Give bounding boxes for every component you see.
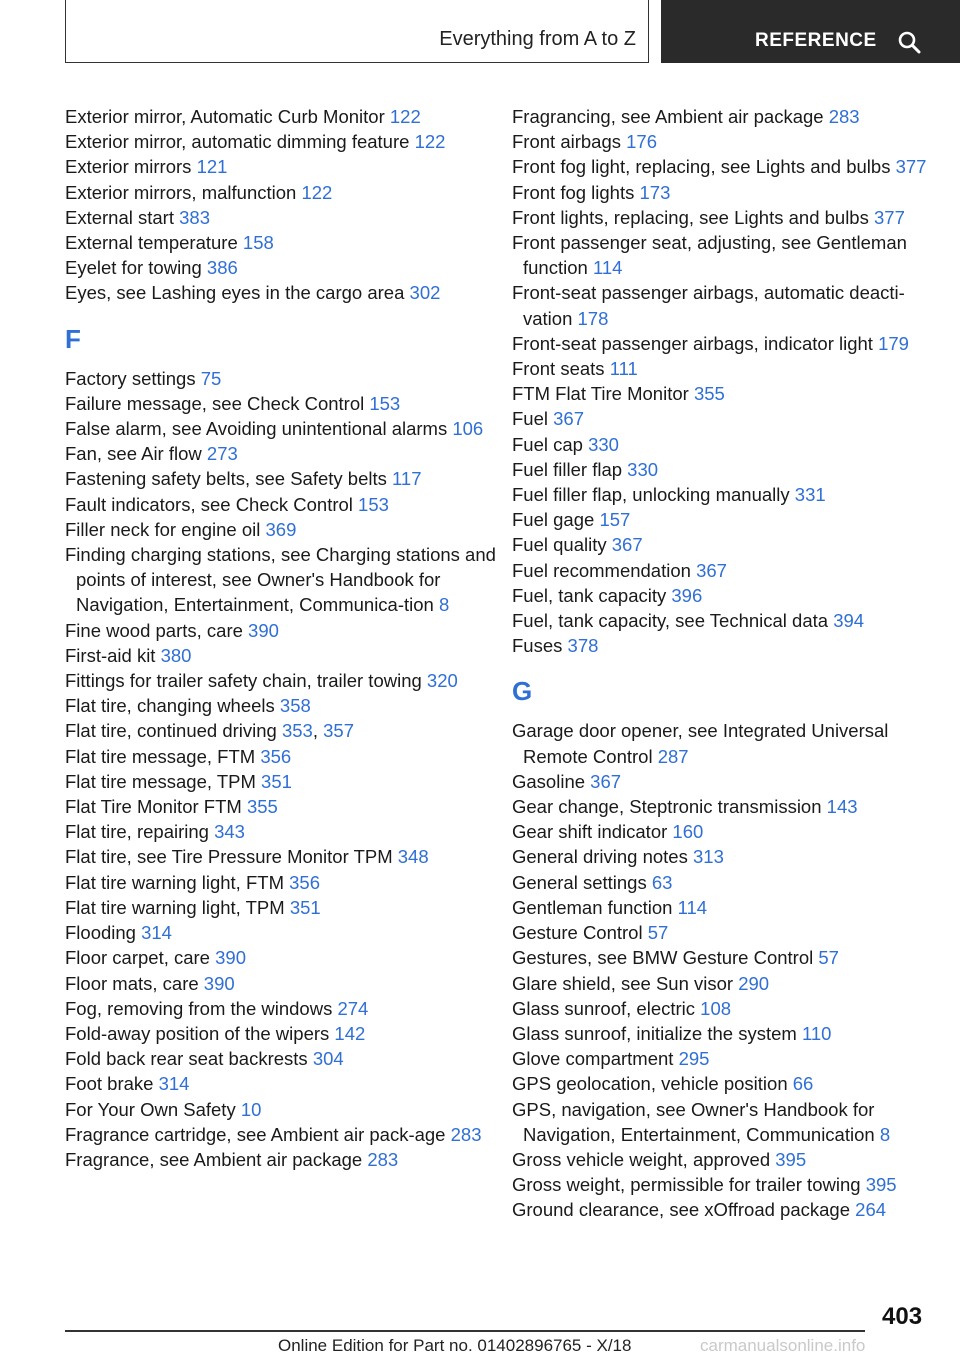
page-reference-link[interactable]: 8 xyxy=(438,594,450,616)
index-term: Gear shift indicator xyxy=(512,821,668,843)
page-reference-link[interactable]: 57 xyxy=(647,922,669,944)
page-reference-link[interactable]: 153 xyxy=(369,392,401,414)
index-term: Fittings for trailer safety chain, trailer towing xyxy=(65,670,422,692)
index-term: Gasoline xyxy=(512,770,586,792)
page-reference-link[interactable]: 106 xyxy=(452,418,484,440)
page-reference-link[interactable]: 108 xyxy=(700,997,732,1019)
index-term: Flat Tire Monitor FTM xyxy=(65,796,242,818)
index-entry xyxy=(512,583,952,608)
index-entry xyxy=(65,945,505,970)
index-column-left xyxy=(65,104,505,1172)
page-reference-link[interactable]: 353 xyxy=(281,720,313,742)
index-term: Fuel xyxy=(512,408,548,430)
index-entry xyxy=(512,331,952,356)
page-reference-link[interactable]: 304 xyxy=(312,1048,344,1070)
index-entry xyxy=(65,769,505,794)
index-entry xyxy=(512,280,952,330)
index-term: Floor mats, care xyxy=(65,972,199,994)
index-term: Eyelet for towing xyxy=(65,257,202,279)
index-entry xyxy=(512,1046,952,1071)
page-reference-link[interactable]: 356 xyxy=(260,745,292,767)
page-reference-link[interactable]: 377 xyxy=(874,206,905,228)
index-letter-heading: G xyxy=(512,676,533,707)
index-entry xyxy=(512,608,952,633)
page-reference-link[interactable]: 158 xyxy=(242,232,274,254)
index-term: Exterior mirror, automatic dimming feature xyxy=(65,131,410,153)
index-term: Fuses xyxy=(512,635,563,657)
page-reference-link[interactable]: 313 xyxy=(693,846,724,868)
index-term: Flat tire warning light, TPM xyxy=(65,896,285,918)
index-term: Gentleman function xyxy=(512,896,673,918)
page-number: 403 xyxy=(882,1303,923,1330)
index-term: Fine wood parts, care xyxy=(65,619,243,641)
index-entry xyxy=(65,205,505,230)
index-entry xyxy=(65,996,505,1021)
index-entry xyxy=(65,1122,505,1147)
page-reference-link[interactable]: 114 xyxy=(592,257,623,279)
index-entry xyxy=(65,1147,505,1172)
index-entry xyxy=(512,895,952,920)
index-term: External start xyxy=(65,206,174,228)
index-entry xyxy=(65,280,505,305)
header-title-box xyxy=(65,0,649,63)
page-reference-link[interactable]: 330 xyxy=(627,458,659,480)
index-term: Front lights, replacing, see Lights and bulbs xyxy=(512,206,869,228)
watermark: carmanualsonline.info xyxy=(700,1336,866,1355)
page-reference-link[interactable]: 153 xyxy=(358,493,389,515)
page-reference-link[interactable]: 283 xyxy=(828,106,860,127)
index-term: Garage door opener, see Integrated Universal Remote Control xyxy=(512,720,889,767)
index-entry xyxy=(65,255,505,280)
index-term: FTM Flat Tire Monitor xyxy=(512,383,689,405)
index-entry xyxy=(512,794,952,819)
index-term: Flat tire, changing wheels xyxy=(65,695,275,717)
index-term: Fragrance cartridge, see Ambient air pack-age xyxy=(65,1123,446,1145)
page-reference-link[interactable]: 143 xyxy=(826,796,858,818)
index-term: Fog, removing from the windows xyxy=(65,997,333,1019)
page-title: Everything from A to Z xyxy=(439,28,636,50)
page-reference-link[interactable]: 396 xyxy=(671,584,703,606)
page-reference-link[interactable]: 302 xyxy=(409,282,441,304)
index-term: Fragrance, see Ambient air package xyxy=(65,1148,363,1170)
index-entry xyxy=(512,558,952,583)
index-entry xyxy=(512,356,952,381)
page-reference-link[interactable]: 314 xyxy=(141,922,172,944)
index-term: Front fog lights xyxy=(512,181,635,203)
page-reference-link[interactable]: 351 xyxy=(289,896,321,918)
index-term: Flat tire, repairing xyxy=(65,821,209,843)
index-entry xyxy=(65,366,505,391)
index-term: Fold-away position of the wipers xyxy=(65,1022,330,1044)
index-term: False alarm, see Avoiding unintentional alarms xyxy=(65,418,448,440)
index-term: Gross weight, permissible for trailer towing xyxy=(512,1174,861,1196)
page-reference-link[interactable]: 287 xyxy=(657,745,689,767)
index-term: For Your Own Safety xyxy=(65,1098,236,1120)
index-entry xyxy=(65,466,505,491)
index-term: Flat tire, see Tire Pressure Monitor TPM xyxy=(65,846,393,868)
index-entry xyxy=(512,633,952,658)
page-reference-link[interactable]: 390 xyxy=(215,947,246,969)
page-reference-link[interactable]: 157 xyxy=(599,509,631,531)
page-reference-link[interactable]: 390 xyxy=(248,619,279,641)
index-term: Flat tire message, TPM xyxy=(65,770,256,792)
index-entry xyxy=(65,844,505,869)
index-entry xyxy=(512,718,952,768)
index-entry xyxy=(512,507,952,532)
index-entry xyxy=(65,643,505,668)
index-term: Fold back rear seat backrests xyxy=(65,1048,308,1070)
page-reference-link[interactable]: 356 xyxy=(289,871,320,893)
index-entry: Flat tire, continued driving 353, 357 xyxy=(65,720,355,742)
index-term: Exterior mirror, Automatic Curb Monitor xyxy=(65,106,385,127)
page-reference-link[interactable]: 10 xyxy=(240,1098,262,1120)
index-entry xyxy=(512,482,952,507)
index-term: Front-seat passenger airbags, automatic deacti-vation xyxy=(512,282,905,329)
page-reference-link[interactable]: 320 xyxy=(426,670,458,692)
index-entry xyxy=(65,744,505,769)
page-reference-link[interactable]: 121 xyxy=(196,156,228,178)
index-term: Fuel filler flap, unlocking manually xyxy=(512,484,790,506)
index-entry xyxy=(65,1021,505,1046)
index-term: Fault indicators, see Check Control xyxy=(65,493,353,515)
page-reference-link[interactable]: 351 xyxy=(261,770,292,792)
index-entry xyxy=(65,1046,505,1071)
index-term: Exterior mirrors xyxy=(65,156,192,178)
index-entry xyxy=(65,870,505,895)
index-entry xyxy=(65,1097,505,1122)
index-term: Glare shield, see Sun visor xyxy=(512,972,734,994)
index-term: General settings xyxy=(512,871,647,893)
page-reference-link[interactable]: 380 xyxy=(160,644,192,666)
index-entry xyxy=(512,381,952,406)
index-term: Floor carpet, care xyxy=(65,947,210,969)
index-entry xyxy=(65,794,505,819)
index-term: Exterior mirrors, malfunction xyxy=(65,181,297,203)
page-reference-link[interactable]: 357 xyxy=(323,720,355,742)
index-term: Glass sunroof, initialize the system xyxy=(512,1022,797,1044)
index-term: External temperature xyxy=(65,232,238,254)
page-reference-link[interactable]: 358 xyxy=(279,695,311,717)
index-entry xyxy=(512,129,952,154)
index-term: Gesture Control xyxy=(512,922,643,944)
index-term: Fuel quality xyxy=(512,534,607,556)
index-term: Fan, see Air flow xyxy=(65,443,202,465)
index-entry xyxy=(512,945,952,970)
index-term: Fragrancing, see Ambient air package xyxy=(512,106,824,127)
page-reference-link[interactable]: 122 xyxy=(389,106,421,127)
index-term: Flat tire, continued driving xyxy=(65,720,277,742)
index-entry xyxy=(512,1097,952,1147)
page-reference-link[interactable]: 8 xyxy=(879,1123,891,1145)
page-reference-link[interactable]: 314 xyxy=(158,1073,190,1095)
page-reference-link[interactable]: 179 xyxy=(878,332,909,354)
page-reference-link[interactable]: 343 xyxy=(214,821,245,843)
index-entry xyxy=(65,542,505,618)
index-entry xyxy=(512,1147,952,1172)
page-reference-link[interactable]: 367 xyxy=(553,408,585,430)
page-reference-link[interactable]: 178 xyxy=(577,307,609,329)
index-term: Eyes, see Lashing eyes in the cargo area xyxy=(65,282,405,304)
page-reference-link[interactable]: 264 xyxy=(855,1199,887,1221)
page-reference-link[interactable]: 173 xyxy=(639,181,671,203)
index-term: Flooding xyxy=(65,922,136,944)
footer-divider xyxy=(65,1330,865,1332)
page-reference-link[interactable]: 111 xyxy=(609,358,638,380)
index-entry xyxy=(512,1172,952,1197)
page-reference-link[interactable]: 176 xyxy=(626,131,658,153)
index-term: Gross vehicle weight, approved xyxy=(512,1148,771,1170)
index-entry xyxy=(512,1071,952,1096)
index-entry xyxy=(512,205,952,230)
page-reference-link[interactable]: 395 xyxy=(775,1148,807,1170)
page-reference-link[interactable]: 295 xyxy=(678,1048,710,1070)
index-term: Factory settings xyxy=(65,367,196,389)
index-entry xyxy=(512,104,952,129)
index-entry xyxy=(65,618,505,643)
index-letter-heading: F xyxy=(65,323,81,354)
index-term: Fuel, tank capacity xyxy=(512,584,667,606)
page-reference-link[interactable]: 386 xyxy=(206,257,238,279)
section-tab[interactable] xyxy=(661,0,960,63)
page-reference-link[interactable]: 110 xyxy=(801,1022,832,1044)
page-reference-link[interactable]: 395 xyxy=(865,1174,897,1196)
index-term: Fuel, tank capacity, see Technical data xyxy=(512,610,829,632)
index-term: Front fog light, replacing, see Lights and bulbs xyxy=(512,156,891,178)
page-reference-link[interactable]: 57 xyxy=(818,947,839,969)
index-entry xyxy=(65,971,505,996)
index-term: Foot brake xyxy=(65,1073,154,1095)
page-reference-link[interactable]: 66 xyxy=(792,1073,814,1095)
index-term: Gestures, see BMW Gesture Control xyxy=(512,947,814,969)
index-entry xyxy=(512,457,952,482)
index-entry xyxy=(512,406,952,431)
index-term: Flat tire warning light, FTM xyxy=(65,871,284,893)
index-entry xyxy=(512,532,952,557)
page-reference-link[interactable]: 117 xyxy=(392,468,422,490)
index-entry xyxy=(512,870,952,895)
index-entry xyxy=(65,492,505,517)
page-reference-link[interactable]: 75 xyxy=(200,367,222,389)
index-entry xyxy=(65,416,505,441)
page-reference-link[interactable]: 369 xyxy=(265,518,297,540)
index-term: Glass sunroof, electric xyxy=(512,997,696,1019)
index-term: Front passenger seat, adjusting, see Gentleman function xyxy=(512,232,907,279)
index-entry xyxy=(65,104,505,129)
index-term: Filler neck for engine oil xyxy=(65,518,261,540)
index-term: Fuel filler flap xyxy=(512,458,623,480)
index-entry xyxy=(512,844,952,869)
index-entry xyxy=(512,180,952,205)
index-entry xyxy=(65,920,505,945)
index-term: Finding charging stations, see Charging stations and points of interest, see Owner's Handbook for Navigation, Entertainment, Communica-tion xyxy=(65,544,496,616)
index-term: Failure message, see Check Control xyxy=(65,392,365,414)
index-entry xyxy=(65,668,505,693)
page-reference-link[interactable]: 122 xyxy=(301,181,333,203)
page-reference-link[interactable]: 122 xyxy=(414,131,446,153)
index-term: Fuel gage xyxy=(512,509,595,531)
index-term: Glove compartment xyxy=(512,1048,674,1070)
page-reference-link[interactable]: 394 xyxy=(833,610,865,632)
page-reference-link[interactable]: 331 xyxy=(794,484,826,506)
index-entry xyxy=(512,1021,952,1046)
page-reference-link[interactable]: 142 xyxy=(334,1022,366,1044)
footer-edition: Online Edition for Part no. 01402896765 - X/18 xyxy=(278,1336,632,1355)
page-reference-link[interactable]: 367 xyxy=(590,770,622,792)
index-entry xyxy=(65,154,505,179)
page-reference-link[interactable]: 114 xyxy=(677,896,708,918)
index-term: Front seats xyxy=(512,358,605,380)
page-reference-link[interactable]: 378 xyxy=(567,635,599,657)
index-entry xyxy=(512,154,952,179)
index-term: First-aid kit xyxy=(65,644,156,666)
page-reference-link[interactable]: 290 xyxy=(738,972,770,994)
index-term: Ground clearance, see xOffroad package xyxy=(512,1199,851,1221)
index-entry xyxy=(512,432,952,457)
search-icon[interactable] xyxy=(897,30,921,54)
index-entry xyxy=(65,441,505,466)
index-entry xyxy=(65,895,505,920)
index-column-right xyxy=(512,104,952,1223)
index-term: GPS geolocation, vehicle position xyxy=(512,1073,788,1095)
page-reference-link[interactable]: 355 xyxy=(693,383,725,405)
index-entry xyxy=(512,1197,952,1222)
index-term: GPS, navigation, see Owner's Handbook for Navigation, Entertainment, Communication xyxy=(512,1098,875,1145)
page-reference-link[interactable]: 367 xyxy=(611,534,643,556)
index-entry xyxy=(65,1071,505,1096)
index-term: Gear change, Steptronic transmission xyxy=(512,796,822,818)
page-reference-link[interactable]: 330 xyxy=(588,433,619,455)
page-reference-link[interactable]: 283 xyxy=(450,1123,482,1145)
index-term: Front airbags xyxy=(512,131,621,153)
index-entry xyxy=(65,180,505,205)
index-term: General driving notes xyxy=(512,846,688,868)
page-reference-link[interactable]: 355 xyxy=(246,796,278,818)
index-entry xyxy=(512,971,952,996)
page-reference-link[interactable]: 377 xyxy=(895,156,927,178)
index-term: Front-seat passenger airbags, indicator light xyxy=(512,332,873,354)
page-reference-link[interactable]: 383 xyxy=(179,206,211,228)
index-entry xyxy=(65,517,505,542)
index-term: Fastening safety belts, see Safety belts xyxy=(65,468,387,490)
index-term: Fuel cap xyxy=(512,433,583,455)
index-entry xyxy=(65,391,505,416)
index-entry xyxy=(65,129,505,154)
page-reference-link[interactable]: 390 xyxy=(203,972,235,994)
page-reference-link[interactable]: 367 xyxy=(696,559,727,581)
section-label: REFERENCE xyxy=(755,30,877,51)
index-entry xyxy=(65,230,505,255)
index-entry xyxy=(65,693,505,718)
index-entry xyxy=(512,996,952,1021)
page-reference-link[interactable]: 283 xyxy=(367,1148,399,1170)
index-entry xyxy=(512,230,952,280)
index-term: Fuel recommendation xyxy=(512,559,691,581)
page-reference-link[interactable]: 274 xyxy=(337,997,369,1019)
page-reference-link[interactable]: 160 xyxy=(672,821,704,843)
page-reference-link[interactable]: 273 xyxy=(206,443,238,465)
index-entry xyxy=(512,819,952,844)
page-reference-link[interactable]: 63 xyxy=(651,871,673,893)
page-reference-link[interactable]: 348 xyxy=(397,846,429,868)
index-entry xyxy=(512,920,952,945)
index-entry xyxy=(512,769,952,794)
index-entry xyxy=(65,819,505,844)
index-term: Flat tire message, FTM xyxy=(65,745,256,767)
